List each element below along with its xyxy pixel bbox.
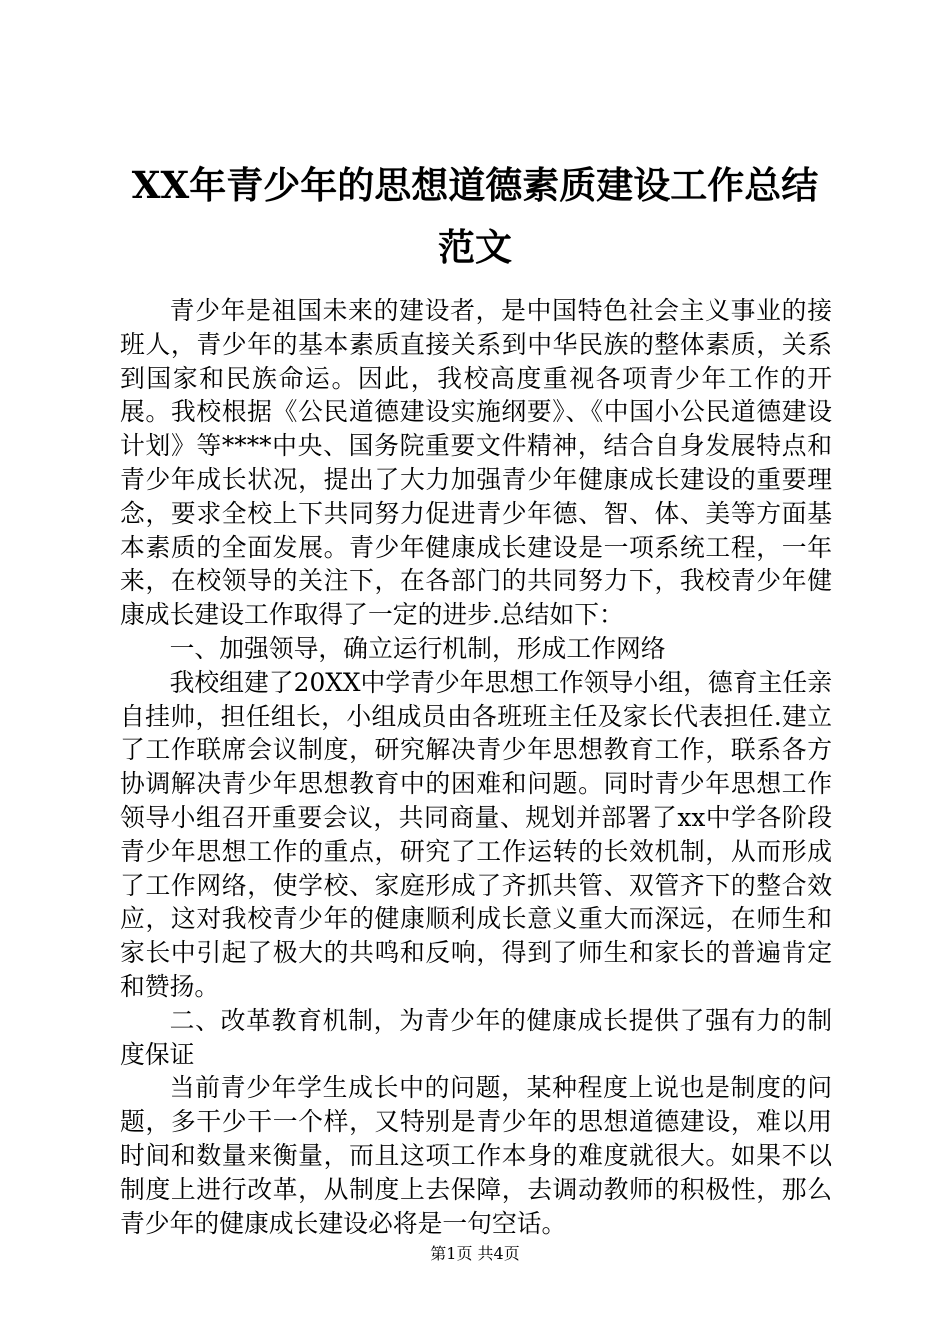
document-body — [120, 294, 832, 1240]
paragraph-intro: 青少年是祖国未来的建设者，是中国特色社会主义事业的接班人，青少年的基本素质直接关系到中华民族的整体素质，关系到国家和民族命运。因此，我校高度重视各项青少年工作的开展。我校根据《公民道德建设实施纲要》、《中国小公民道德建设计划》等****中央、国务院重要文件精神，结合自身发展特点和青少年成长状况，提出了大力加强青少年健康成长建设的重要理念，要求全校上下共同努力促进青少年德、智、体、美等方面基本素质的全面发展。青少年健康成长建设是一项系统工程，一年来，在校领导的关注下，在各部门的共同努力下，我校青少年健康成长建设工作取得了一定的进步.总结如下： — [120, 296, 832, 630]
section-heading-2: 二、改革教育机制，为青少年的健康成长提供了强有力的制度保证 — [120, 1005, 832, 1069]
page-footer: 第1页 共4页 — [430, 1244, 520, 1263]
section-heading-1: 一、加强领导，确立运行机制，形成工作网络 — [169, 633, 666, 663]
paragraph-section-2: 当前青少年学生成长中的问题，某种程度上说也是制度的问题，多干少干一个样，又特别是青少年的思想道德建设，难以用时间和数量来衡量，而且这项工作本身的难度就很大。如果不以制度上进行改革，从制度上去保障，去调动教师的积极性，那么青少年的健康成长建设必将是一句空话。 — [120, 1073, 832, 1238]
paragraph-section-1: 我校组建了20XX中学青少年思想工作领导小组，德育主任亲自挂帅，担任组长，小组成员由各班班主任及家长代表担任.建立了工作联席会议制度，研究解决青少年思想教育工作，联系各方协调解决青少年思想教育中的困难和问题。同时青少年思想工作领导小组召开重要会议，共同商量、规划并部署了xx中学各阶段青少年思想工作的重点，研究了工作运转的长效机制，从而形成了工作网络，使学校、家庭形成了齐抓共管、双管齐下的整合效应，这对我校青少年的健康顺利成长意义重大而深远，在师生和家长中引起了极大的共鸣和反响，得到了师生和家长的普遍肯定和赞扬。 — [120, 667, 832, 1001]
document-title: XX年青少年的思想道德素质建设工作总结范文 — [131, 163, 819, 269]
